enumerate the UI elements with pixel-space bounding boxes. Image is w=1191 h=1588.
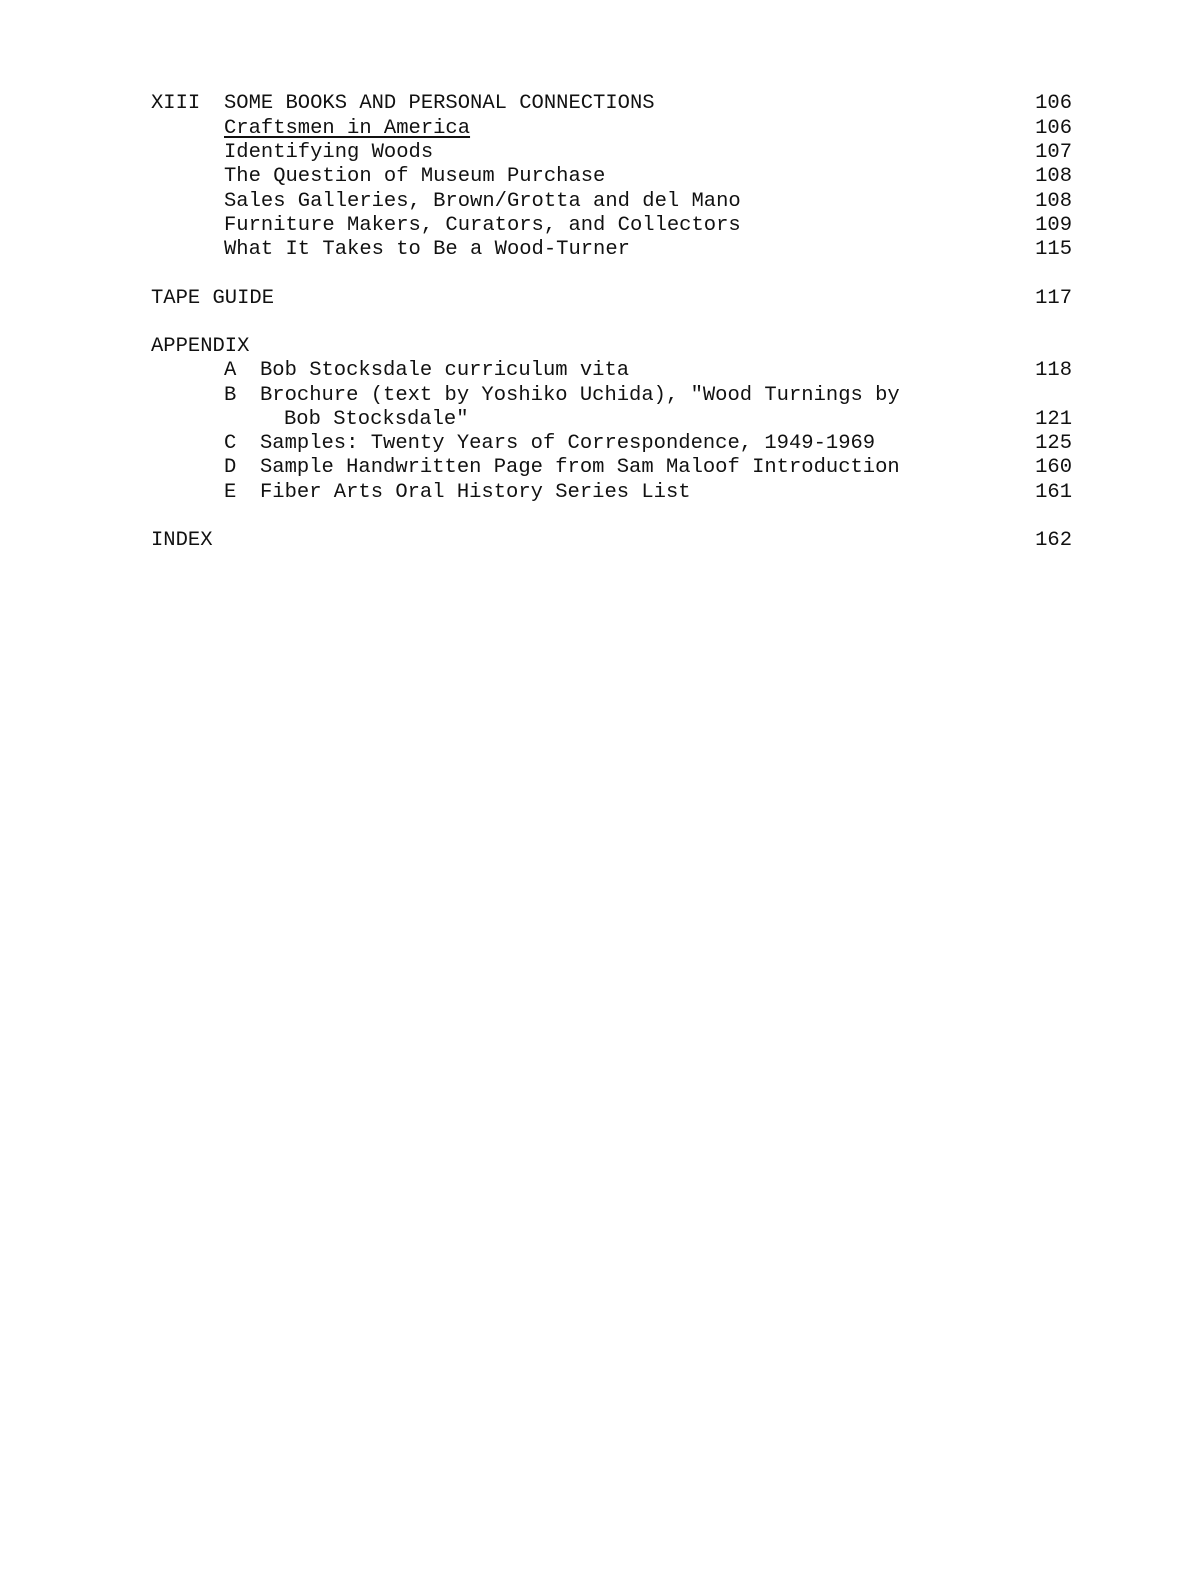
toc-appendix-item <box>0 481 1191 505</box>
appendix-letter: B <box>224 384 237 407</box>
page-number: 108 <box>1035 165 1072 188</box>
page-number: 118 <box>1035 359 1072 382</box>
appendix-item-title: Bob Stocksdale curriculum vita <box>260 359 630 382</box>
index-title: INDEX <box>151 529 213 552</box>
toc-appendix-item-continuation <box>0 408 1191 432</box>
appendix-title: APPENDIX <box>151 335 250 358</box>
page-number: 108 <box>1035 190 1072 213</box>
page-number: 162 <box>1035 529 1072 552</box>
subentry-title: What It Takes to Be a Wood-Turner <box>224 238 630 261</box>
page-number: 107 <box>1035 141 1072 164</box>
appendix-letter: E <box>224 481 237 504</box>
toc-tape-guide <box>0 287 1191 311</box>
page-number: 121 <box>1035 408 1072 431</box>
appendix-item-title-continued: Bob Stocksdale" <box>284 408 469 431</box>
toc-subentry <box>0 165 1191 189</box>
toc-index <box>0 529 1191 553</box>
subentry-title: Sales Galleries, Brown/Grotta and del Mano <box>224 190 741 213</box>
page-number: 125 <box>1035 432 1072 455</box>
subentry-title: Identifying Woods <box>224 141 434 164</box>
page-number: 161 <box>1035 481 1072 504</box>
subentry-title: Craftsmen in America <box>224 117 471 140</box>
toc-section-heading <box>0 92 1191 116</box>
appendix-letter: D <box>224 456 237 479</box>
appendix-letter: C <box>224 432 237 455</box>
toc-subentry <box>0 214 1191 238</box>
toc-appendix-heading <box>0 335 1191 359</box>
page-number: 160 <box>1035 456 1072 479</box>
appendix-letter: A <box>224 359 237 382</box>
toc-subentry <box>0 238 1191 262</box>
toc-appendix-item <box>0 359 1191 383</box>
page-number: 106 <box>1035 92 1072 115</box>
subentry-title: Furniture Makers, Curators, and Collectors <box>224 214 741 237</box>
page-number: 109 <box>1035 214 1072 237</box>
toc-subentry <box>0 190 1191 214</box>
toc-appendix-item <box>0 456 1191 480</box>
appendix-item-title: Fiber Arts Oral History Series List <box>260 481 691 504</box>
toc-subentry <box>0 141 1191 165</box>
toc-appendix-item <box>0 432 1191 456</box>
appendix-item-title: Samples: Twenty Years of Correspondence, 1949-1969 <box>260 432 876 455</box>
appendix-item-title: Brochure (text by Yoshiko Uchida), "Wood Turnings by <box>260 384 900 407</box>
section-numeral: XIII <box>151 92 201 115</box>
subentry-title: The Question of Museum Purchase <box>224 165 606 188</box>
page-number: 106 <box>1035 117 1072 140</box>
toc-appendix-item <box>0 384 1191 408</box>
tape-guide-title: TAPE GUIDE <box>151 287 275 310</box>
page-number: 115 <box>1035 238 1072 261</box>
toc-subentry <box>0 117 1191 141</box>
page-number: 117 <box>1035 287 1072 310</box>
appendix-item-title: Sample Handwritten Page from Sam Maloof Introduction <box>260 456 900 479</box>
section-title: SOME BOOKS AND PERSONAL CONNECTIONS <box>224 92 655 115</box>
